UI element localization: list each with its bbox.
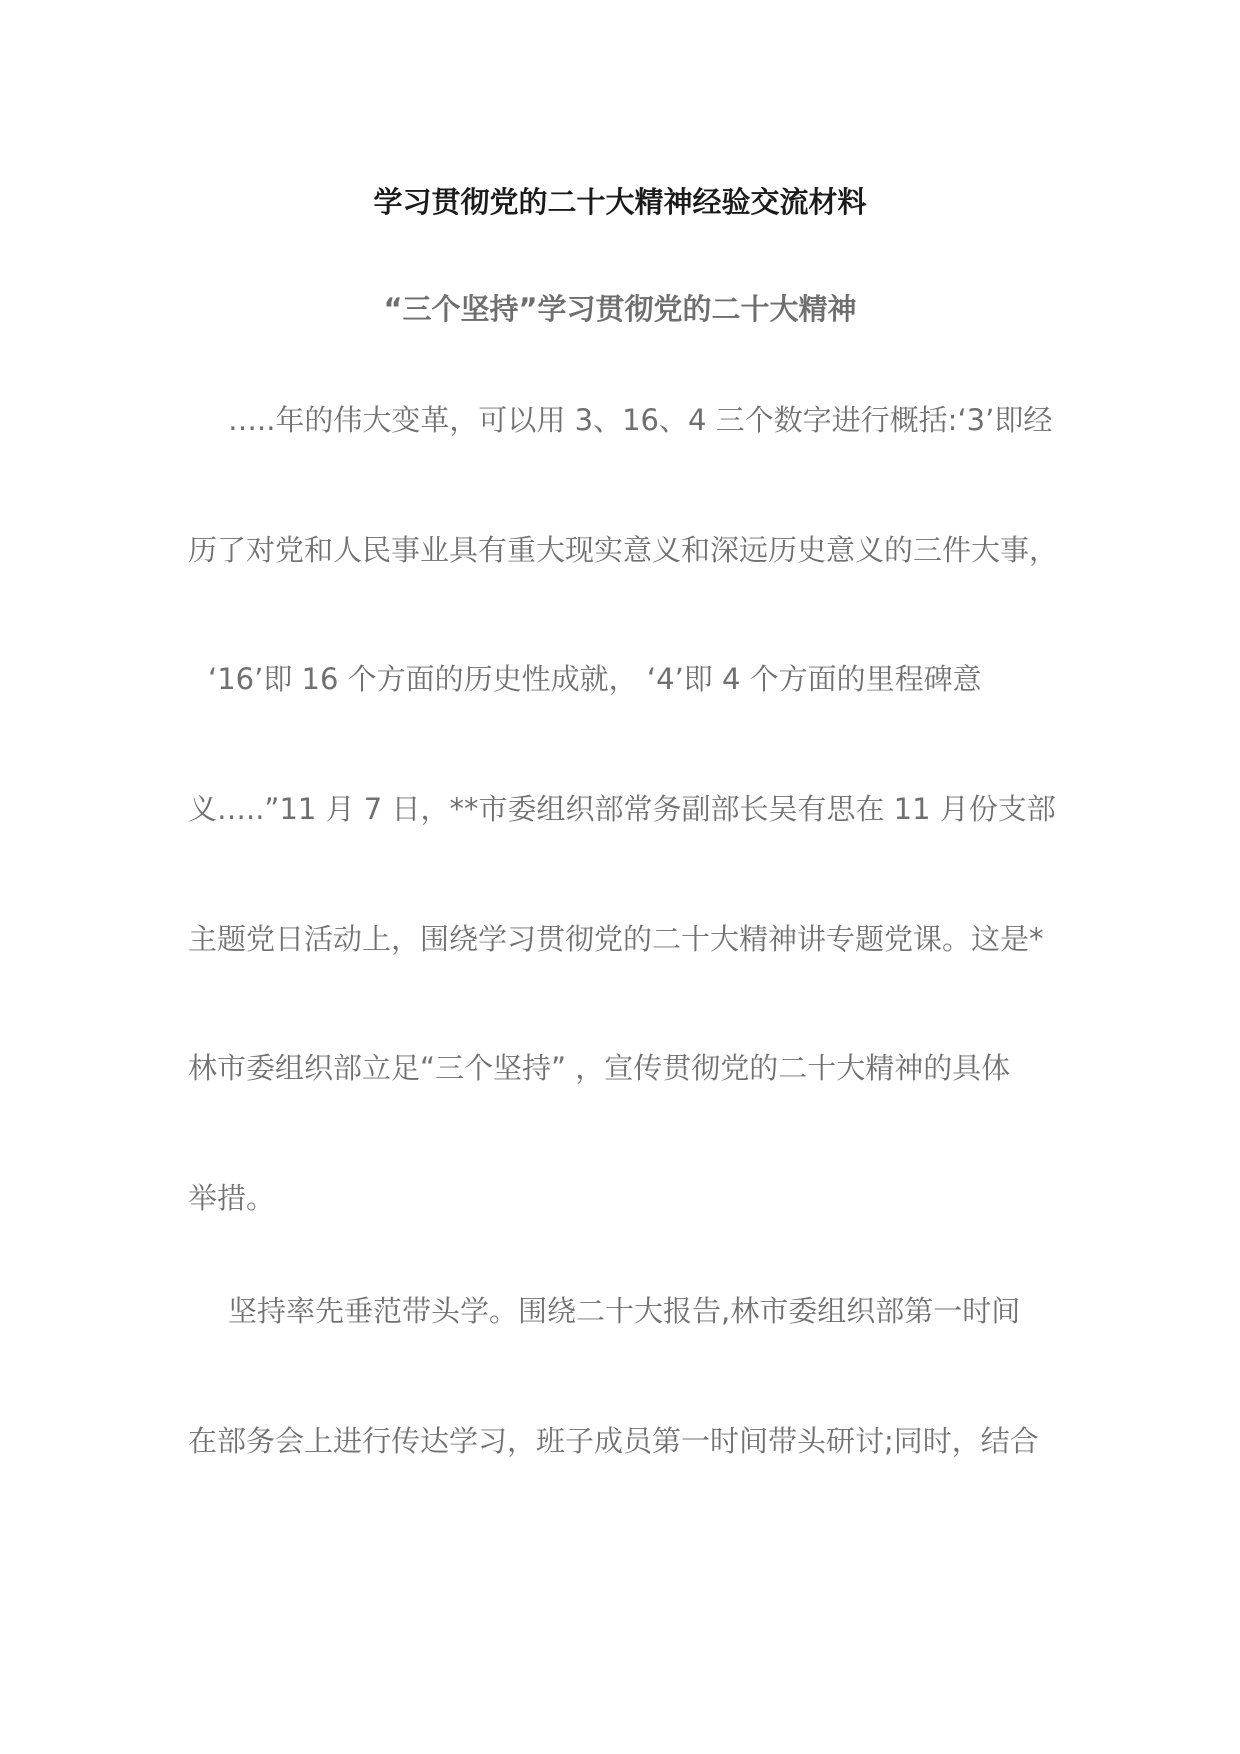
paragraph-line-9: 在部务会上进行传达学习，班子成员第一时间带头研讨;同时，结合 [188,1424,1039,1458]
document-subtitle: “三个坚持”学习贯彻党的二十大精神 [383,292,857,326]
paragraph-line-2: 历了对党和人民事业具有重大现实意义和深远历史意义的三件大事， [188,533,1059,567]
document-title: 学习贯彻党的二十大精神经验交流材料 [373,185,867,219]
paragraph-line-8: 坚持率先垂范带头学。围绕二十大报告,林市委组织部第一时间 [228,1294,1021,1328]
paragraph-line-5: 主题党日活动上，围绕学习贯彻党的二十大精神讲专题党课。这是* [188,922,1044,956]
paragraph-line-1: …..年的伟大变革，可以用 3、16、4 三个数字进行概括:‘3’即经 [228,403,1053,437]
paragraph-line-4: 义…..”11 月 7 日，**市委组织部常务副部长吴有思在 11 月份支部 [188,792,1056,826]
paragraph-line-3: ‘16’即 16 个方面的历史性成就， ‘4’即 4 个方面的里程碑意 [208,662,982,696]
paragraph-line-7: 举措。 [188,1181,276,1215]
paragraph-line-6: 林市委组织部立足“三个坚持” ，宣传贯彻党的二十大精神的具体 [188,1051,1011,1085]
